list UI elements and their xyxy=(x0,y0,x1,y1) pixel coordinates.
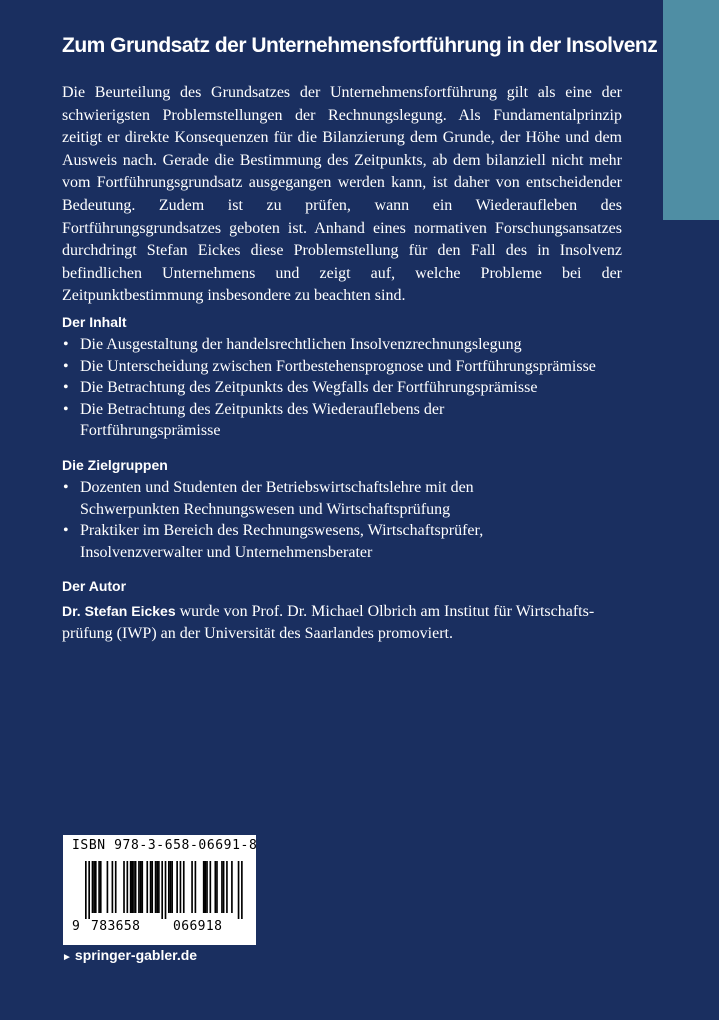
inhalt-heading: Der Inhalt xyxy=(62,314,127,330)
barcode-bar xyxy=(223,861,225,913)
barcode-bar xyxy=(95,861,97,913)
isbn-label: ISBN 978-3-658-06691-8 xyxy=(72,838,258,853)
barcode-bar xyxy=(146,861,148,913)
barcode-bar xyxy=(191,861,193,913)
barcode-bar xyxy=(115,861,117,913)
list-item: • Die Ausgestaltung der handelsrechtlichen Insolvenzrechnungslegung xyxy=(63,336,522,353)
ean-digit-first: 9 xyxy=(72,919,80,934)
barcode-bar xyxy=(151,861,153,913)
barcode-bar xyxy=(171,861,173,913)
list-item: • Die Betrachtung des Zeitpunkts des Wegfalls der Fortführungsprämisse xyxy=(63,379,538,396)
barcode-bar xyxy=(140,861,142,913)
barcode-bar xyxy=(180,861,182,913)
ean-digits-left: 783658 xyxy=(91,919,141,934)
barcode-bar xyxy=(170,861,172,913)
barcode-bar xyxy=(123,861,125,913)
barcode-bar xyxy=(221,861,223,913)
barcode-bar xyxy=(131,861,133,913)
barcode-bar xyxy=(206,861,208,913)
ean-digits-right: 066918 xyxy=(173,919,223,934)
barcode-bar xyxy=(216,861,218,913)
autor-heading: Der Autor xyxy=(62,578,127,594)
author-bio: Dr. Stefan Eickes wurde von Prof. Dr. Michael Olbrich am Institut für Wirtschaftsprüfung (IWP) an der Universität des Saarlandes promoviert. xyxy=(62,603,595,642)
barcode-bar xyxy=(141,861,143,913)
accent-tab xyxy=(663,0,719,220)
list-item: • Praktiker im Bereich des Rechnungswesens, Wirtschaftsprüfer, Insolvenzverwalter und Unternehmensberater xyxy=(63,522,484,561)
description-paragraph: Die Beurteilung des Grundsatzes der Unternehmensfortführung gilt als eine der schwierigsten Problemstellungen der Rechnungslegung. Als Fundamentalprinzip zeitigt er direkte Konsequenzen für die Bilanzierung dem Grunde, der Höhe und dem Ausweis nach. Gerade die Bestimmung des Zeitpunkts, ab dem bilanziell nicht mehr vom Fortführungsgrundsatz ausgegangen werden kann, ist daher von entscheidender Bedeutung. Zudem ist zu prüfen, wann ein Wiederaufleben des Fortführungsgrundsatzes geboten ist. Anhand eines normativen Forschungsansatzes durchdringt Stefan Eickes diese Problemstellung für den Fall des in Insolvenz befindlichen Unternehmens und zeigt auf, welche Probleme bei der Zeitpunktbestimmung insbesondere zu beachten sind. xyxy=(62,84,622,305)
barcode-bar xyxy=(205,861,207,913)
barcode-bar xyxy=(85,861,87,919)
cover-title: Zum Grundsatz der Unternehmensfortführung in der Insolvenz xyxy=(62,34,658,57)
barcode-bar xyxy=(98,861,100,913)
barcode-bar xyxy=(176,861,178,913)
barcode-bar xyxy=(158,861,160,913)
list-item: • Dozenten und Studenten der Betriebswirtschaftslehre mit den Schwerpunkten Rechnungswesen und Wirtschaftsprüfung xyxy=(63,479,474,518)
isbn-barcode xyxy=(63,835,256,945)
barcode-bar xyxy=(168,861,170,913)
barcode-bar xyxy=(156,861,158,913)
barcode-bar xyxy=(203,861,205,913)
barcode-bars xyxy=(85,861,243,919)
barcode-bar xyxy=(241,861,243,919)
zielgruppen-heading: Die Zielgruppen xyxy=(62,457,168,473)
author-name: Dr. Stefan Eickes xyxy=(62,603,176,619)
barcode-bar xyxy=(138,861,140,913)
barcode-bar xyxy=(92,861,94,913)
list-item: • Die Unterscheidung zwischen Fortbestehensprognose und Fortführungsprämisse xyxy=(63,357,596,375)
barcode-bar xyxy=(231,861,233,913)
barcode-bar xyxy=(183,861,185,913)
inhalt-list xyxy=(62,334,622,442)
barcode-bar xyxy=(88,861,90,919)
barcode-bar xyxy=(150,861,152,913)
barcode-bar xyxy=(107,861,109,913)
barcode-bar xyxy=(226,861,228,913)
website-link[interactable]: ► springer-gabler.de xyxy=(62,947,198,963)
barcode-bar xyxy=(155,861,157,913)
list-item: • Die Betrachtung des Zeitpunkts des Wiederauflebens der Fortführungsprämisse xyxy=(63,400,445,439)
barcode-bar xyxy=(112,861,114,913)
barcode-bar xyxy=(130,861,132,913)
barcode-bar xyxy=(127,861,129,913)
barcode-bar xyxy=(210,861,212,913)
barcode-bar xyxy=(100,861,102,913)
barcode-bar xyxy=(161,861,163,919)
barcode-bar xyxy=(135,861,137,913)
arrow-icon: ► xyxy=(62,952,72,963)
zielgruppen-list xyxy=(62,477,622,563)
barcode-bar xyxy=(133,861,135,913)
barcode-bar xyxy=(93,861,95,913)
barcode-bar xyxy=(165,861,167,919)
barcode-bar xyxy=(238,861,240,919)
barcode-bar xyxy=(195,861,197,913)
barcode-bar xyxy=(214,861,216,913)
